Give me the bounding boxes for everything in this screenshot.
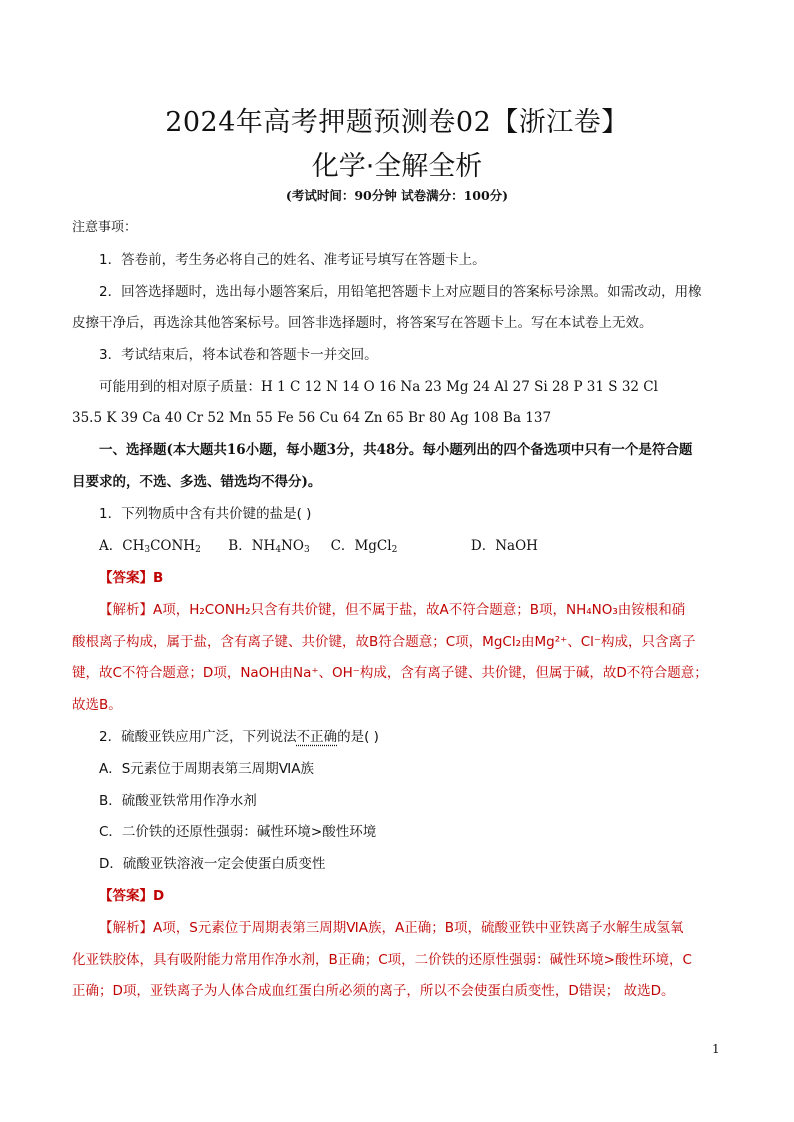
q2-answer: 【答案】D (99, 888, 165, 904)
q2-option-d: D．硫酸亚铁溶液一定会使蛋白质变性 (99, 856, 326, 872)
q1-option-a-sub-1: 3 (144, 545, 151, 555)
q1-option-a-formula-2: CONH (150, 538, 196, 554)
exam-subtitle: 化学·全解全析 (311, 151, 483, 182)
q2-stem-emphasis: 不正确 (296, 729, 338, 745)
q1-option-d (471, 536, 538, 556)
q2-stem (99, 727, 759, 747)
q2-analysis-line-2: 化亚铁胶体，具有吸附能力常用作净水剂，B正确；C项，二价铁的还原性强弱：碱性环境>酸性环境，C (72, 952, 692, 968)
q2-analysis-line-1: 【解析】A项，S元素位于周期表第三周期ⅥA族，A正确；B项，硫酸亚铁中亚铁离子水解生成氢氧 (99, 920, 684, 936)
q2-stem-after: 的是( ) (337, 729, 379, 745)
q1-option-d-label: D． (470, 538, 496, 554)
page-number: 1 (712, 1042, 720, 1056)
q1-option-b-formula-2: NO (281, 538, 304, 554)
q2-option-c: C．二价铁的还原性强弱：碱性环境>酸性环境 (99, 824, 377, 840)
q1-analysis-line-1: 【解析】A项，H₂CONH₂只含有共价键，但不属于盐，故A不符合题意；B项，NH₄NO₃由铵根和硝 (99, 602, 686, 618)
q1-option-b-sub-2: 3 (303, 545, 310, 555)
q1-option-b-sub-1: 4 (275, 545, 282, 555)
q1-option-c-label: C． (330, 538, 355, 554)
q2-option-b: B．硫酸亚铁常用作净水剂 (99, 793, 257, 809)
q2-option-a: A．S元素位于周期表第三周期ⅥA族 (99, 761, 314, 777)
notice-item-2a: 2．回答选择题时，选出每小题答案后，用铅笔把答题卡上对应题目的答案标号涂黑。如需改动，用橡 (99, 284, 702, 300)
atomic-masses-line-1: 可能用到的相对原子质量：H 1 C 12 N 14 O 16 Na 23 Mg 24 Al 27 Si 28 P 31 S 32 Cl (99, 379, 658, 395)
q1-analysis-line-4: 故选B。 (72, 697, 122, 713)
q2-analysis-line-3: 正确；D项，亚铁离子为人体合成血红蛋白所必须的离子，所以不会使蛋白质变性，D错误； 故选D。 (72, 983, 675, 999)
notice-item-1: 1．答卷前，考生务必将自己的姓名、准考证号填写在答题卡上。 (99, 252, 486, 268)
q1-option-a-sub-2: 2 (195, 545, 201, 555)
q1-option-c-sub-1: 2 (391, 545, 398, 555)
q1-analysis-line-2: 酸根离子构成，属于盐，含有离子键、共价键，故B符合题意；C项，MgCl₂由Mg²⁺、Cl⁻构成，只含离子 (72, 634, 696, 650)
section-heading-b: 目要求的，不选、多选、错选均不得分)。 (72, 474, 322, 490)
notice-heading: 注意事项： (72, 220, 138, 235)
q1-option-b (228, 536, 326, 560)
q1-option-a-label: A． (99, 538, 123, 554)
q1-stem: 1．下列物质中含有共价键的盐是( ) (99, 506, 312, 522)
notice-item-3: 3．考试结束后，将本试卷和答题卡一并交回。 (99, 347, 378, 363)
q1-options (99, 536, 759, 560)
q1-option-d-formula: NaOH (495, 538, 538, 554)
exam-title: 2024年高考押题预测卷02【浙江卷】 (165, 107, 629, 138)
atomic-masses-line-2: 35.5 K 39 Ca 40 Cr 52 Mn 55 Fe 56 Cu 64 Zn 65 Br 80 Ag 108 Ba 137 (72, 410, 552, 426)
q2-stem-before: 2．硫酸亚铁应用广泛，下列说法 (99, 729, 297, 745)
section-heading-a: 一、选择题(本大题共16小题，每小题3分，共48分。每小题列出的四个备选项中只有一个是符合题 (99, 442, 693, 458)
q1-option-b-label: B． (228, 538, 252, 554)
q1-analysis-line-3: 键，故C不符合题意；D项，NaOH由Na⁺、OH⁻构成，含有离子键、共价键，但属于碱，故D不符合题意； (72, 665, 708, 681)
exam-info: (考试时间：90分钟 试卷满分：100分) (285, 188, 509, 203)
q1-answer: 【答案】B (99, 570, 164, 586)
notice-item-2b: 皮擦干净后，再选涂其他答案标号。回答非选择题时，将答案写在答题卡上。写在本试卷上无效。 (72, 315, 653, 331)
q1-option-c-formula-1: MgCl (354, 538, 392, 554)
q1-option-c (331, 536, 467, 560)
q1-option-a (99, 536, 224, 560)
q1-option-a-formula-1: CH (122, 538, 145, 554)
q1-option-b-formula-1: NH (251, 538, 276, 554)
